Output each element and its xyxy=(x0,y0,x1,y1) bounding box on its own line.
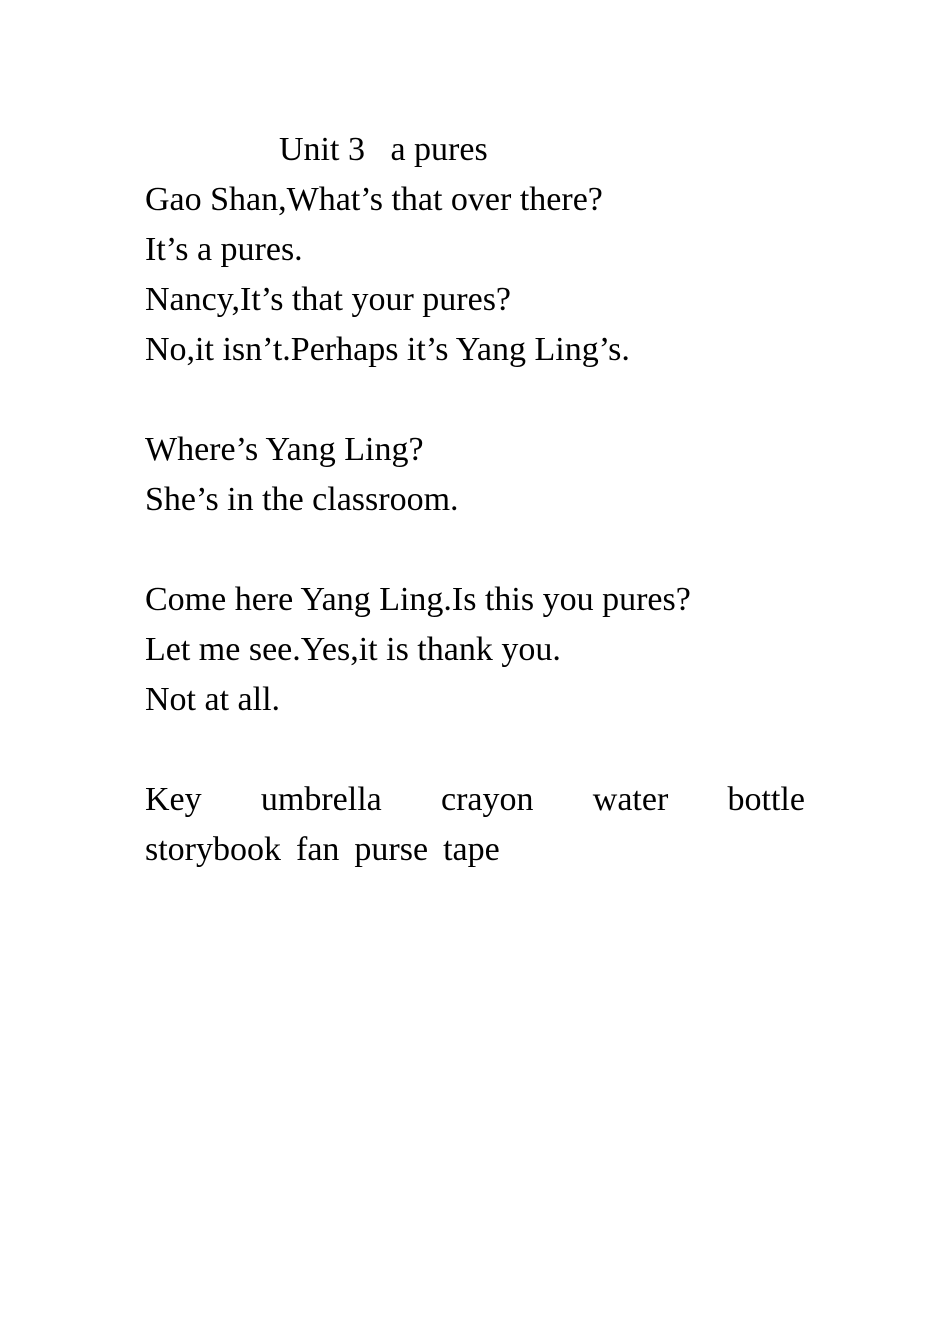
vocab-word: tape xyxy=(443,831,500,868)
unit-number: Unit 3 xyxy=(279,131,365,168)
dialogue-line: Nancy,It’s that your pures? xyxy=(145,281,512,318)
vocab-word: Key xyxy=(145,781,202,818)
dialogue-line: Gao Shan,What’s that over there? xyxy=(145,181,603,218)
dialogue-line: Not at all. xyxy=(145,681,281,718)
blank-line xyxy=(145,725,805,775)
vocab-word: umbrella xyxy=(260,781,382,818)
dialogue-line: No,it isn’t.Perhaps it’s Yang Ling’s. xyxy=(145,331,630,368)
unit-topic: a pures xyxy=(390,131,488,168)
blank-line xyxy=(145,525,805,575)
dialogue-line: She’s in the classroom. xyxy=(145,481,459,518)
blank-line xyxy=(145,375,805,425)
vocabulary-row xyxy=(145,775,805,825)
vocab-word: bottle xyxy=(727,781,805,818)
vocab-word: storybook xyxy=(145,831,281,868)
dialogue-line: It’s a pures. xyxy=(145,231,303,268)
vocab-word: water xyxy=(592,781,669,818)
vocab-word: fan xyxy=(296,831,340,868)
title-spacer xyxy=(365,131,391,168)
dialogue-line: Let me see.Yes,it is thank you. xyxy=(145,631,561,668)
unit-title xyxy=(145,125,805,175)
vocabulary-row xyxy=(145,825,805,875)
dialogue-line: Where’s Yang Ling? xyxy=(145,431,424,468)
document-page xyxy=(145,125,805,875)
vocab-word: purse xyxy=(354,831,429,868)
vocab-word: crayon xyxy=(441,781,534,818)
dialogue-line: Come here Yang Ling.Is this you pures? xyxy=(145,581,691,618)
